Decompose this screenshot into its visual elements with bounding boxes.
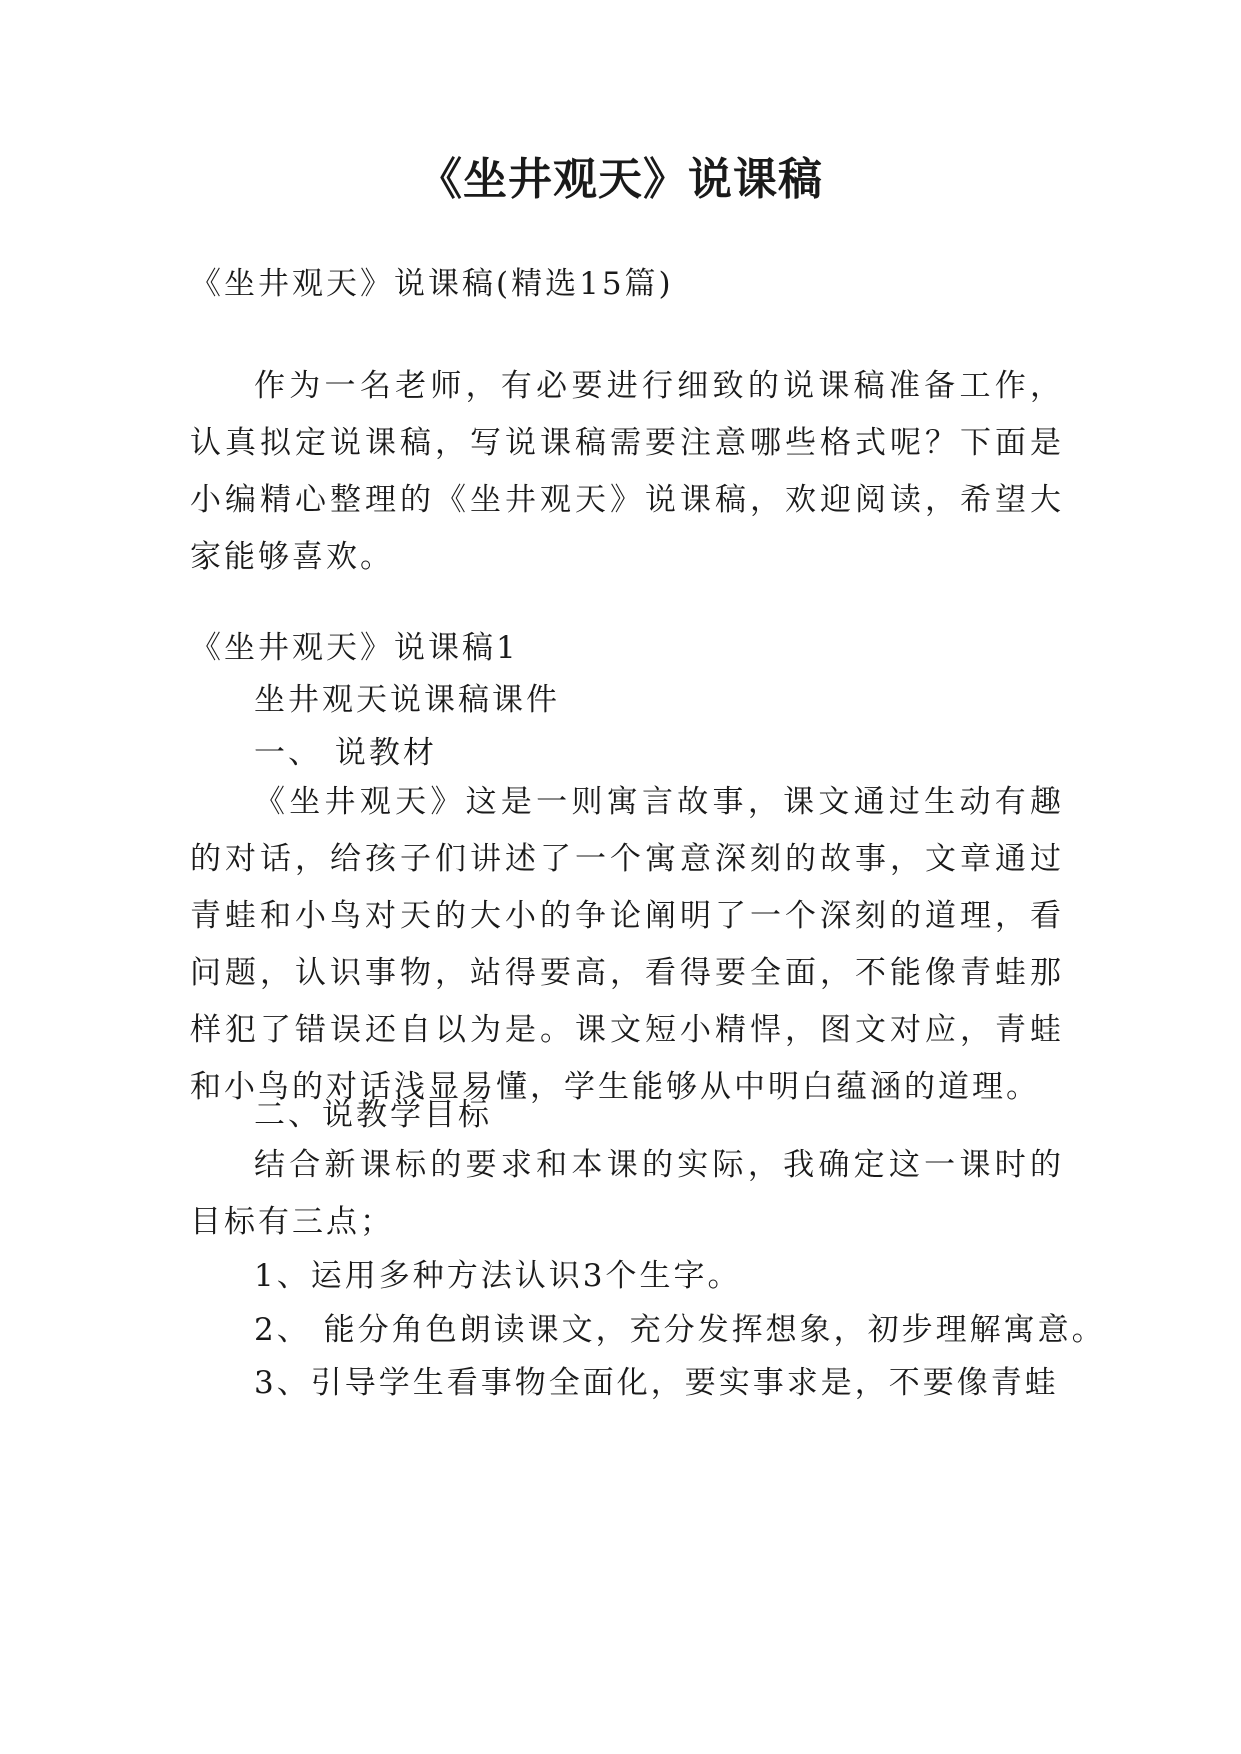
part2-paragraph: 结合新课标的要求和本课的实际，我确定这一课时的目标有三点；	[190, 1147, 1064, 1240]
goal-item-2: 2、 能分角色朗读课文，充分发挥想象，初步理解寓意。	[254, 1312, 1106, 1348]
part1-heading: 一、 说教材	[254, 735, 437, 771]
intro-paragraph: 作为一名老师，有必要进行细致的说课稿准备工作，认真拟定说课稿，写说课稿需要注意哪些格式呢？下面是小编精心整理的《坐井观天》说课稿，欢迎阅读，希望大家能够喜欢。	[190, 368, 1064, 575]
document-title: 《坐井观天》说课稿	[418, 154, 823, 205]
section-heading: 《坐井观天》说课稿1	[190, 630, 519, 666]
part1-paragraph: 《坐井观天》这是一则寓言故事，课文通过生动有趣的对话，给孩子们讲述了一个寓意深刻的故事，文章通过青蛙和小鸟对天的大小的争论阐明了一个深刻的道理，看问题，认识事物，站得要高，看得要全面，不能像青蛙那样犯了错误还自以为是。课文短小精悍，图文对应，青蛙和小鸟的对话浅显易懂，学生能够从中明白蕴涵的道理。	[190, 784, 1064, 1105]
part2-heading: 二、说教学目标	[254, 1097, 492, 1133]
goal-item-3: 3、引导学生看事物全面化，要实事求是，不要像青蛙	[254, 1365, 1059, 1401]
document-subtitle: 《坐井观天》说课稿(精选15篇)	[190, 266, 674, 302]
courseware-line: 坐井观天说课稿课件	[254, 682, 560, 718]
goal-item-1: 1、运用多种方法认识3个生字。	[254, 1258, 742, 1294]
